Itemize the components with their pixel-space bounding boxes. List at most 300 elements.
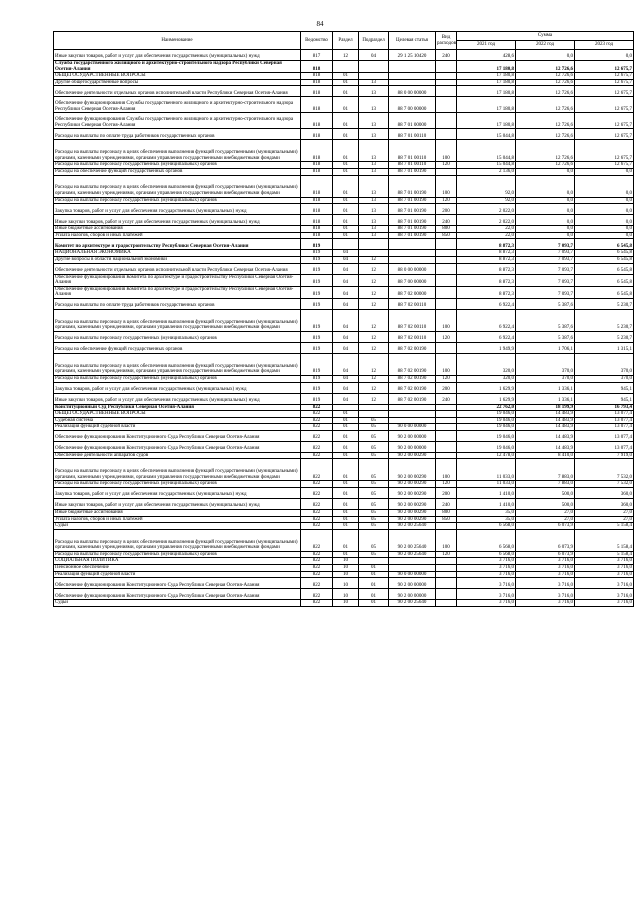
table-row bbox=[54, 129, 634, 140]
row-section: 01 bbox=[333, 510, 359, 517]
row-name: Обеспечение функционирования Службы государственного жилищного и архитектурно-строительного надзора Республики Северная Осетия-Алания bbox=[54, 113, 301, 129]
row-name: Обеспечение деятельности аппаратов судов bbox=[54, 452, 301, 459]
row-subsection: 12 bbox=[359, 309, 389, 331]
row-expense-type: 100 bbox=[436, 175, 457, 197]
row-target-article: 90 2 00 25640 bbox=[389, 551, 436, 558]
row-sum-2023: 16 793,4 bbox=[575, 404, 634, 411]
row-expense-type bbox=[436, 61, 457, 73]
row-subsection: 13 bbox=[359, 162, 389, 169]
row-department: 819 bbox=[301, 342, 333, 353]
row-sum-2022: 12 726,6 bbox=[516, 86, 575, 97]
row-sum-2022: 14 483,9 bbox=[516, 417, 575, 424]
row-department: 818 bbox=[301, 113, 333, 129]
row-sum-2023: 6 545,8 bbox=[575, 239, 634, 250]
row-section: 04 bbox=[333, 286, 359, 298]
row-subsection bbox=[359, 239, 389, 250]
row-sum-2021: 1 949,9 bbox=[457, 342, 516, 353]
row-sum-2023: 3 716,0 bbox=[575, 578, 634, 589]
row-target-article: 88 7 01 00190 bbox=[389, 215, 436, 226]
row-department: 819 bbox=[301, 239, 333, 250]
row-section: 01 bbox=[333, 232, 359, 239]
row-target-article: 88 7 02 00110 bbox=[389, 331, 436, 342]
row-department: 819 bbox=[301, 286, 333, 298]
row-target-article: 88 7 02 00190 bbox=[389, 375, 436, 382]
table-row bbox=[54, 452, 634, 459]
row-expense-type: 200 bbox=[436, 382, 457, 393]
row-sum-2021: 6 922,4 bbox=[457, 298, 516, 309]
row-sum-2023: 5 230,7 bbox=[575, 309, 634, 331]
row-sum-2023: 12 675,7 bbox=[575, 86, 634, 97]
table-row bbox=[54, 424, 634, 431]
table-row bbox=[54, 589, 634, 600]
row-sum-2022: 12 726,6 bbox=[516, 79, 575, 86]
table-row bbox=[54, 250, 634, 257]
row-name: Иные закупки товаров, работ и услуг для обеспечения государственных (муниципальных) нужд bbox=[54, 215, 301, 226]
row-section: 01 bbox=[333, 430, 359, 441]
row-section: 01 bbox=[333, 86, 359, 97]
row-expense-type: 240 bbox=[436, 50, 457, 61]
row-sum-2021: 6 922,4 bbox=[457, 331, 516, 342]
row-sum-2022: 7 093,7 bbox=[516, 250, 575, 257]
row-name: Расходы на выплаты персоналу государственных (муниципальных) органов bbox=[54, 162, 301, 169]
row-sum-2023: 5 158,4 bbox=[575, 523, 634, 530]
row-subsection: 05 bbox=[359, 551, 389, 558]
row-department: 822 bbox=[301, 441, 333, 452]
row-department: 818 bbox=[301, 73, 333, 80]
row-sum-2022: 3 716,0 bbox=[516, 578, 575, 589]
row-name: Расходы на выплаты персоналу в целях обеспечения выполнения функций государственными (муниципальными) органами, казенными учреждениями, органами управления государственными внебюджетными фондами bbox=[54, 175, 301, 197]
row-subsection bbox=[359, 404, 389, 411]
row-subsection: 12 bbox=[359, 256, 389, 263]
row-sum-2022: 5 387,6 bbox=[516, 298, 575, 309]
row-department: 819 bbox=[301, 393, 333, 404]
row-sum-2021: 1 629,9 bbox=[457, 382, 516, 393]
row-sum-2023: 3 716,0 bbox=[575, 558, 634, 565]
row-sum-2022: 0,0 bbox=[516, 204, 575, 215]
row-sum-2021: 2 022,0 bbox=[457, 215, 516, 226]
row-sum-2023: 370,0 bbox=[575, 375, 634, 382]
row-expense-type: 240 bbox=[436, 393, 457, 404]
row-subsection: 13 bbox=[359, 175, 389, 197]
row-target-article: 88 7 02 00190 bbox=[389, 393, 436, 404]
row-department: 819 bbox=[301, 309, 333, 331]
row-sum-2023: 3 716,0 bbox=[575, 600, 634, 607]
row-sum-2022: 0,0 bbox=[516, 197, 575, 204]
row-sum-2021: 320,0 bbox=[457, 353, 516, 375]
row-sum-2022: 370,0 bbox=[516, 375, 575, 382]
row-section: 01 bbox=[333, 168, 359, 175]
row-subsection: 13 bbox=[359, 97, 389, 113]
row-sum-2022: 500,0 bbox=[516, 488, 575, 499]
row-department: 819 bbox=[301, 382, 333, 393]
budget-table-sheet bbox=[53, 31, 633, 607]
row-name: Иные закупки товаров, работ и услуг для обеспечения государственных (муниципальных) нужд bbox=[54, 50, 301, 61]
row-sum-2021: 17 180,8 bbox=[457, 61, 516, 73]
table-row bbox=[54, 286, 634, 298]
row-subsection bbox=[359, 73, 389, 80]
row-section: 10 bbox=[333, 571, 359, 578]
row-expense-type: 240 bbox=[436, 215, 457, 226]
row-subsection: 13 bbox=[359, 215, 389, 226]
row-target-article: 90 2 00 00290 bbox=[389, 516, 436, 523]
row-section: 01 bbox=[333, 523, 359, 530]
row-expense-type bbox=[436, 441, 457, 452]
row-expense-type bbox=[436, 113, 457, 129]
row-expense-type bbox=[436, 263, 457, 274]
table-row bbox=[54, 393, 634, 404]
row-section bbox=[333, 404, 359, 411]
row-department: 822 bbox=[301, 499, 333, 510]
table-row bbox=[54, 404, 634, 411]
table-header bbox=[54, 32, 634, 50]
row-target-article: 90 2 00 00290 bbox=[389, 499, 436, 510]
row-target-article bbox=[389, 79, 436, 86]
row-sum-2023: 27,0 bbox=[575, 510, 634, 517]
row-department: 818 bbox=[301, 129, 333, 140]
row-sum-2021: 8 872,3 bbox=[457, 274, 516, 286]
table-row bbox=[54, 309, 634, 331]
row-sum-2021: 19 046,0 bbox=[457, 441, 516, 452]
table-row bbox=[54, 382, 634, 393]
row-subsection: 12 bbox=[359, 375, 389, 382]
row-name: Обеспечение функционирования Комитета по архитектуре и градостроительству Республики Северная Осетия-Алания bbox=[54, 274, 301, 286]
row-department: 822 bbox=[301, 571, 333, 578]
row-department: 818 bbox=[301, 86, 333, 97]
row-expense-type bbox=[436, 86, 457, 97]
table-row bbox=[54, 113, 634, 129]
table-row bbox=[54, 263, 634, 274]
row-expense-type: 240 bbox=[436, 499, 457, 510]
row-sum-2022: 3 716,0 bbox=[516, 571, 575, 578]
row-subsection: 05 bbox=[359, 499, 389, 510]
row-sum-2022: 7 093,7 bbox=[516, 274, 575, 286]
row-department: 818 bbox=[301, 204, 333, 215]
row-sum-2021: 6 568,0 bbox=[457, 529, 516, 551]
row-section: 10 bbox=[333, 578, 359, 589]
row-name: Обеспечение функционирования Конституционного Суда Республики Северная Осетия-Алания bbox=[54, 589, 301, 600]
row-section: 01 bbox=[333, 481, 359, 488]
row-name: Расходы на обеспечение функций государственных органов bbox=[54, 168, 301, 175]
row-sum-2023: 12 675,7 bbox=[575, 73, 634, 80]
header-expense-type: Вид расходов bbox=[436, 32, 457, 50]
row-department: 819 bbox=[301, 250, 333, 257]
row-subsection: 05 bbox=[359, 424, 389, 431]
row-expense-type bbox=[436, 571, 457, 578]
row-sum-2022: 7 093,7 bbox=[516, 239, 575, 250]
row-name: Другие общегосударственные вопросы bbox=[54, 79, 301, 86]
row-name: Уплата налогов, сборов и иных платежей bbox=[54, 232, 301, 239]
row-name: Расходы на выплаты по оплате труда работников государственных органов bbox=[54, 129, 301, 140]
row-expense-type bbox=[436, 424, 457, 431]
row-name: Расходы на выплаты персоналу государственных (муниципальных) органов bbox=[54, 375, 301, 382]
row-subsection: 05 bbox=[359, 417, 389, 424]
row-subsection: 12 bbox=[359, 393, 389, 404]
row-expense-type bbox=[436, 250, 457, 257]
row-name: Служба государственного жилищного и архитектурно-строительного надзора Республики Северная Осетия-Алания bbox=[54, 61, 301, 73]
row-department: 822 bbox=[301, 510, 333, 517]
row-sum-2023: 945,1 bbox=[575, 382, 634, 393]
row-sum-2022: 1 706,1 bbox=[516, 342, 575, 353]
row-sum-2021: 8 872,3 bbox=[457, 286, 516, 298]
row-department: 822 bbox=[301, 481, 333, 488]
row-name: Другие вопросы в области национальной экономики bbox=[54, 256, 301, 263]
page-number: 84 bbox=[316, 20, 324, 28]
row-sum-2022: 12 726,6 bbox=[516, 73, 575, 80]
table-row bbox=[54, 578, 634, 589]
row-target-article: 88 7 00 00000 bbox=[389, 97, 436, 113]
row-sum-2023: 12 675,7 bbox=[575, 79, 634, 86]
row-sum-2021: 3 716,0 bbox=[457, 558, 516, 565]
row-expense-type: 100 bbox=[436, 309, 457, 331]
row-target-article: 90 2 00 00000 bbox=[389, 578, 436, 589]
row-sum-2021: 320,0 bbox=[457, 375, 516, 382]
row-department: 818 bbox=[301, 97, 333, 113]
row-sum-2022: 3 716,0 bbox=[516, 565, 575, 572]
row-sum-2023: 12 675,7 bbox=[575, 97, 634, 113]
table-row bbox=[54, 558, 634, 565]
table-row bbox=[54, 298, 634, 309]
table-row bbox=[54, 73, 634, 80]
row-target-article: 90 2 00 00290 bbox=[389, 510, 436, 517]
row-section: 10 bbox=[333, 558, 359, 565]
row-section bbox=[333, 61, 359, 73]
row-sum-2022: 0,0 bbox=[516, 215, 575, 226]
row-name: Пенсионное обеспечение bbox=[54, 565, 301, 572]
row-subsection bbox=[359, 558, 389, 565]
table-row bbox=[54, 331, 634, 342]
row-expense-type: 120 bbox=[436, 331, 457, 342]
row-department: 822 bbox=[301, 452, 333, 459]
row-expense-type: 100 bbox=[436, 140, 457, 162]
row-subsection: 01 bbox=[359, 600, 389, 607]
row-subsection: 05 bbox=[359, 441, 389, 452]
row-target-article bbox=[389, 558, 436, 565]
row-target-article: 90 2 00 00290 bbox=[389, 452, 436, 459]
row-target-article: 29 1 25 10420 bbox=[389, 50, 436, 61]
row-section: 04 bbox=[333, 298, 359, 309]
row-sum-2022: 1 336,1 bbox=[516, 393, 575, 404]
table-row bbox=[54, 565, 634, 572]
row-subsection: 12 bbox=[359, 382, 389, 393]
row-name: Расходы на выплаты персоналу в целях обеспечения выполнения функций государственными (муниципальными) органами, казенными учреждениями, органами управления государственными внебюджетными фондами bbox=[54, 459, 301, 481]
row-sum-2023: 0,0 bbox=[575, 197, 634, 204]
table-row bbox=[54, 600, 634, 607]
row-sum-2021: 22 762,0 bbox=[457, 404, 516, 411]
row-name: Закупка товаров, работ и услуг для обеспечения государственных (муниципальных) нужд bbox=[54, 204, 301, 215]
row-department: 818 bbox=[301, 168, 333, 175]
row-sum-2023: 6 545,8 bbox=[575, 256, 634, 263]
row-target-article: 88 7 02 00190 bbox=[389, 342, 436, 353]
row-name: НАЦИОНАЛЬНАЯ ЭКОНОМИКА bbox=[54, 250, 301, 257]
row-target-article bbox=[389, 256, 436, 263]
row-sum-2021: 35,0 bbox=[457, 510, 516, 517]
row-subsection: 13 bbox=[359, 79, 389, 86]
row-section: 01 bbox=[333, 417, 359, 424]
header-year-2022: 2022 год bbox=[516, 41, 575, 50]
row-sum-2021: 3 716,0 bbox=[457, 600, 516, 607]
row-subsection: 05 bbox=[359, 523, 389, 530]
row-subsection: 12 bbox=[359, 342, 389, 353]
row-subsection: 01 bbox=[359, 565, 389, 572]
row-sum-2023: 370,0 bbox=[575, 353, 634, 375]
row-subsection: 01 bbox=[359, 589, 389, 600]
row-subsection bbox=[359, 250, 389, 257]
row-department: 819 bbox=[301, 375, 333, 382]
row-sum-2022: 7 883,0 bbox=[516, 459, 575, 481]
table-row bbox=[54, 140, 634, 162]
row-subsection: 05 bbox=[359, 488, 389, 499]
row-sum-2023: 6 545,8 bbox=[575, 274, 634, 286]
row-department: 822 bbox=[301, 516, 333, 523]
row-sum-2023: 0,0 bbox=[575, 204, 634, 215]
row-subsection: 01 bbox=[359, 578, 389, 589]
row-section: 04 bbox=[333, 331, 359, 342]
row-target-article: 90 2 00 00290 bbox=[389, 481, 436, 488]
row-expense-type: 100 bbox=[436, 353, 457, 375]
row-name: Обеспечение функционирования Службы государственного жилищного и архитектурно-строительного надзора Республики Северная Осетия-Алания bbox=[54, 97, 301, 113]
row-name: Закупка товаров, работ и услуг для обеспечения государственных (муниципальных) нужд bbox=[54, 488, 301, 499]
row-department: 822 bbox=[301, 411, 333, 418]
row-target-article: 90 2 00 00000 bbox=[389, 430, 436, 441]
table-row bbox=[54, 256, 634, 263]
row-subsection: 13 bbox=[359, 129, 389, 140]
row-section: 01 bbox=[333, 197, 359, 204]
table-row bbox=[54, 239, 634, 250]
row-name: Реализация функций судебной власти bbox=[54, 424, 301, 431]
row-name: Расходы на выплаты персоналу в целях обеспечения выполнения функций государственными (муниципальными) органами, казенными учреждениями, органами управления государственными внебюджетными фондами bbox=[54, 140, 301, 162]
row-target-article: 88 7 02 00190 bbox=[389, 382, 436, 393]
row-sum-2023: 7 532,0 bbox=[575, 459, 634, 481]
row-subsection: 12 bbox=[359, 274, 389, 286]
row-subsection: 13 bbox=[359, 232, 389, 239]
row-sum-2023: 0,0 bbox=[575, 175, 634, 197]
row-department: 822 bbox=[301, 529, 333, 551]
row-subsection bbox=[359, 61, 389, 73]
row-expense-type bbox=[436, 256, 457, 263]
row-name: Расходы на выплаты персоналу в целях обеспечения выполнения функций государственными (муниципальными) органами, казенными учреждениями, органами управления государственными внебюджетными фондами bbox=[54, 529, 301, 551]
row-sum-2022: 6 073,9 bbox=[516, 529, 575, 551]
row-target-article: 88 7 00 00000 bbox=[389, 274, 436, 286]
row-expense-type bbox=[436, 129, 457, 140]
row-subsection: 05 bbox=[359, 516, 389, 523]
row-subsection: 13 bbox=[359, 140, 389, 162]
row-section: 04 bbox=[333, 375, 359, 382]
row-sum-2023: 6 545,8 bbox=[575, 263, 634, 274]
row-department: 819 bbox=[301, 353, 333, 375]
row-section: 01 bbox=[333, 488, 359, 499]
row-target-article bbox=[389, 565, 436, 572]
row-sum-2021: 19 046,0 bbox=[457, 424, 516, 431]
row-sum-2021: 3 716,0 bbox=[457, 589, 516, 600]
row-sum-2022: 12 726,6 bbox=[516, 129, 575, 140]
row-target-article: 90 2 00 00290 bbox=[389, 459, 436, 481]
row-expense-type bbox=[436, 298, 457, 309]
row-section: 01 bbox=[333, 162, 359, 169]
table-row bbox=[54, 481, 634, 488]
row-target-article bbox=[389, 73, 436, 80]
row-department: 822 bbox=[301, 523, 333, 530]
row-expense-type bbox=[436, 589, 457, 600]
row-sum-2021: 19 046,0 bbox=[457, 430, 516, 441]
row-sum-2022: 0,0 bbox=[516, 50, 575, 61]
row-sum-2022: 7 093,7 bbox=[516, 286, 575, 298]
row-subsection: 12 bbox=[359, 286, 389, 298]
row-target-article: 88 7 01 00190 bbox=[389, 232, 436, 239]
row-target-article: 88 7 01 00110 bbox=[389, 162, 436, 169]
row-section: 12 bbox=[333, 50, 359, 61]
row-target-article: 88 7 01 00110 bbox=[389, 140, 436, 162]
row-section: 04 bbox=[333, 353, 359, 375]
row-sum-2023: 360,0 bbox=[575, 499, 634, 510]
row-sum-2023: 5 158,4 bbox=[575, 551, 634, 558]
row-name: Обеспечение функционирования Конституционного Суда Республики Северная Осетия-Алания bbox=[54, 441, 301, 452]
row-sum-2023: 12 675,7 bbox=[575, 61, 634, 73]
row-sum-2021: 2 136,0 bbox=[457, 168, 516, 175]
row-expense-type bbox=[436, 578, 457, 589]
row-section: 01 bbox=[333, 516, 359, 523]
table-row bbox=[54, 215, 634, 226]
row-subsection: 12 bbox=[359, 353, 389, 375]
row-department: 822 bbox=[301, 578, 333, 589]
row-section: 04 bbox=[333, 256, 359, 263]
row-expense-type: 120 bbox=[436, 375, 457, 382]
header-sum: Сумма bbox=[457, 32, 634, 41]
row-department: 822 bbox=[301, 558, 333, 565]
row-name: Расходы на выплаты по оплате труда работников государственных органов bbox=[54, 298, 301, 309]
table-row bbox=[54, 50, 634, 61]
row-target-article: 88 7 01 00190 bbox=[389, 197, 436, 204]
row-sum-2021: 3 716,0 bbox=[457, 565, 516, 572]
row-target-article: 88 7 02 00000 bbox=[389, 286, 436, 298]
row-sum-2021: 2 022,0 bbox=[457, 204, 516, 215]
row-department: 822 bbox=[301, 424, 333, 431]
row-section: 01 bbox=[333, 79, 359, 86]
row-department: 822 bbox=[301, 600, 333, 607]
table-row bbox=[54, 430, 634, 441]
table-row bbox=[54, 529, 634, 551]
row-sum-2023: 0,0 bbox=[575, 226, 634, 233]
row-section: 01 bbox=[333, 424, 359, 431]
row-name: Обеспечение деятельности отдельных органов исполнительной власти Республики Северная Осетия-Алания bbox=[54, 263, 301, 274]
row-target-article: 88 7 01 00000 bbox=[389, 113, 436, 129]
row-sum-2023: 0,0 bbox=[575, 232, 634, 239]
row-department: 818 bbox=[301, 175, 333, 197]
row-target-article: 88 7 02 00190 bbox=[389, 353, 436, 375]
table-row bbox=[54, 571, 634, 578]
row-name: Иные закупки товаров, работ и услуг для обеспечения государственных (муниципальных) нужд bbox=[54, 499, 301, 510]
row-department: 822 bbox=[301, 565, 333, 572]
row-expense-type: 800 bbox=[436, 226, 457, 233]
row-sum-2022: 7 883,0 bbox=[516, 481, 575, 488]
table-row bbox=[54, 459, 634, 481]
table-row bbox=[54, 232, 634, 239]
row-sum-2022: 14 483,9 bbox=[516, 430, 575, 441]
row-section bbox=[333, 239, 359, 250]
row-section: 01 bbox=[333, 529, 359, 551]
row-sum-2021: 15 044,8 bbox=[457, 140, 516, 162]
row-sum-2023: 0,0 bbox=[575, 215, 634, 226]
row-expense-type: 200 bbox=[436, 488, 457, 499]
row-sum-2021: 35,0 bbox=[457, 516, 516, 523]
table-row bbox=[54, 97, 634, 113]
row-name: Расходы на выплаты персоналу в целях обеспечения выполнения функций государственными (муниципальными) органами, казенными учреждениями, органами управления государственными внебюджетными фондами bbox=[54, 309, 301, 331]
header-target-article: Целевая статья bbox=[389, 32, 436, 50]
table-row bbox=[54, 197, 634, 204]
header-department: Ведомство bbox=[301, 32, 333, 50]
row-target-article: 88 0 00 00000 bbox=[389, 86, 436, 97]
row-subsection: 13 bbox=[359, 226, 389, 233]
header-year-2021: 2021 год bbox=[457, 41, 516, 50]
